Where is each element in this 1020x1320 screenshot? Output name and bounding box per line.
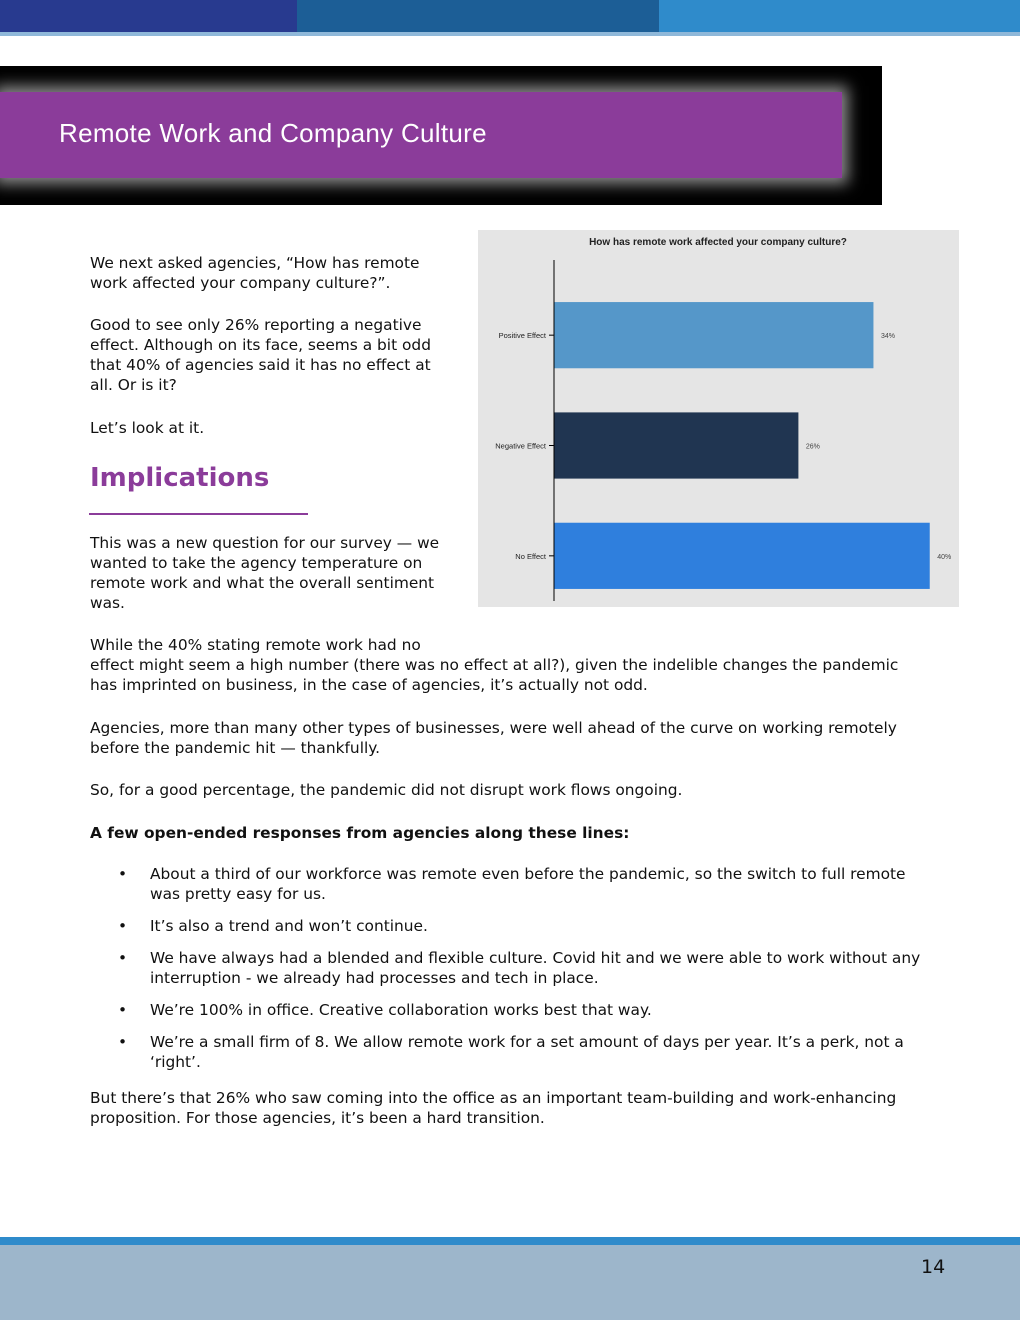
header-bar-segment-mid: [297, 0, 659, 32]
list-item: [90, 1000, 930, 1020]
footer-band: [0, 1245, 1020, 1320]
implications-heading: Implications: [90, 463, 270, 493]
culture-bar-chart: [478, 230, 959, 607]
implications-divider: [89, 513, 308, 515]
list-item: [90, 864, 930, 904]
no-effect-paragraph-rest: effect might seem a high number (there was no effect at all?), given the indelible changes the pandemic has imprinted on business, in the case of agencies, it’s actually not odd.: [90, 656, 899, 694]
bullet-icon: •: [118, 1033, 128, 1051]
closing-paragraph: But there’s that 26% who saw coming into the office as an important team-building and work-enhancing proposition. For those agencies, it’s been a hard transition.: [90, 1089, 897, 1127]
responses-list: [90, 864, 930, 1084]
bar-no-effect: [555, 523, 930, 589]
page-title: Remote Work and Company Culture: [59, 118, 487, 148]
data-label: 34%: [880, 333, 895, 341]
intro-paragraph: We next asked agencies, “How has remote work affected your company culture?”.: [90, 254, 420, 292]
responses-heading: A few open-ended responses from agencies along these lines:: [90, 824, 630, 842]
look-paragraph: Let’s look at it.: [90, 419, 205, 437]
page-number: 14: [921, 1256, 946, 1278]
agencies-ahead-paragraph: Agencies, more than many other types of businesses, were well ahead of the curve on working remotely before the pandemic hit — thankfully.: [90, 719, 897, 757]
survey-question-paragraph: This was a new question for our survey — we wanted to take the agency temperature on remote work and what the overall sentiment was.: [90, 534, 440, 612]
bullet-icon: •: [118, 917, 128, 935]
data-label: 26%: [805, 443, 820, 451]
list-item: [90, 948, 930, 988]
bar-positive-effect: [555, 302, 874, 368]
response-text: We’re a small firm of 8. We allow remote work for a set amount of days per year. It’s a perk, not a ‘right’.: [150, 1033, 904, 1071]
response-text: We’re 100% in office. Creative collaboration works best that way.: [150, 1001, 652, 1019]
data-label: 40%: [937, 553, 952, 561]
y-tick-label: No Effect: [515, 551, 546, 561]
response-text: About a third of our workforce was remote even before the pandemic, so the switch to full remote was pretty easy for us.: [150, 865, 906, 903]
good-percentage-paragraph: So, for a good percentage, the pandemic did not disrupt work flows ongoing.: [90, 781, 683, 799]
chart-title: How has remote work affected your company culture?: [589, 237, 847, 248]
footer-accent-line: [0, 1237, 1020, 1245]
list-item: [90, 916, 930, 936]
header-bar-segment-dark: [0, 0, 297, 32]
header-color-bar: [0, 0, 1020, 32]
response-text: We have always had a blended and flexible culture. Covid hit and we were able to work without any interruption - we already had processes and tech in place.: [150, 949, 921, 987]
bullet-icon: •: [118, 949, 128, 967]
response-text: It’s also a trend and won’t continue.: [150, 917, 428, 935]
bar-negative-effect: [555, 412, 799, 478]
header-underline: [0, 32, 1020, 36]
header-bar-segment-light: [659, 0, 1020, 32]
y-tick-label: Negative Effect: [495, 441, 546, 451]
negative-effect-paragraph: Good to see only 26% reporting a negative effect. Although on its face, seems a bit odd that 40% of agencies said it has no effect at all. Or is it?: [90, 316, 431, 394]
bullet-icon: •: [118, 865, 128, 883]
chart-canvas: [478, 230, 959, 607]
no-effect-paragraph-line1: While the 40% stating remote work had no: [90, 636, 421, 654]
list-item: [90, 1032, 930, 1072]
y-tick-label: Positive Effect: [498, 331, 546, 341]
bullet-icon: •: [118, 1001, 128, 1019]
